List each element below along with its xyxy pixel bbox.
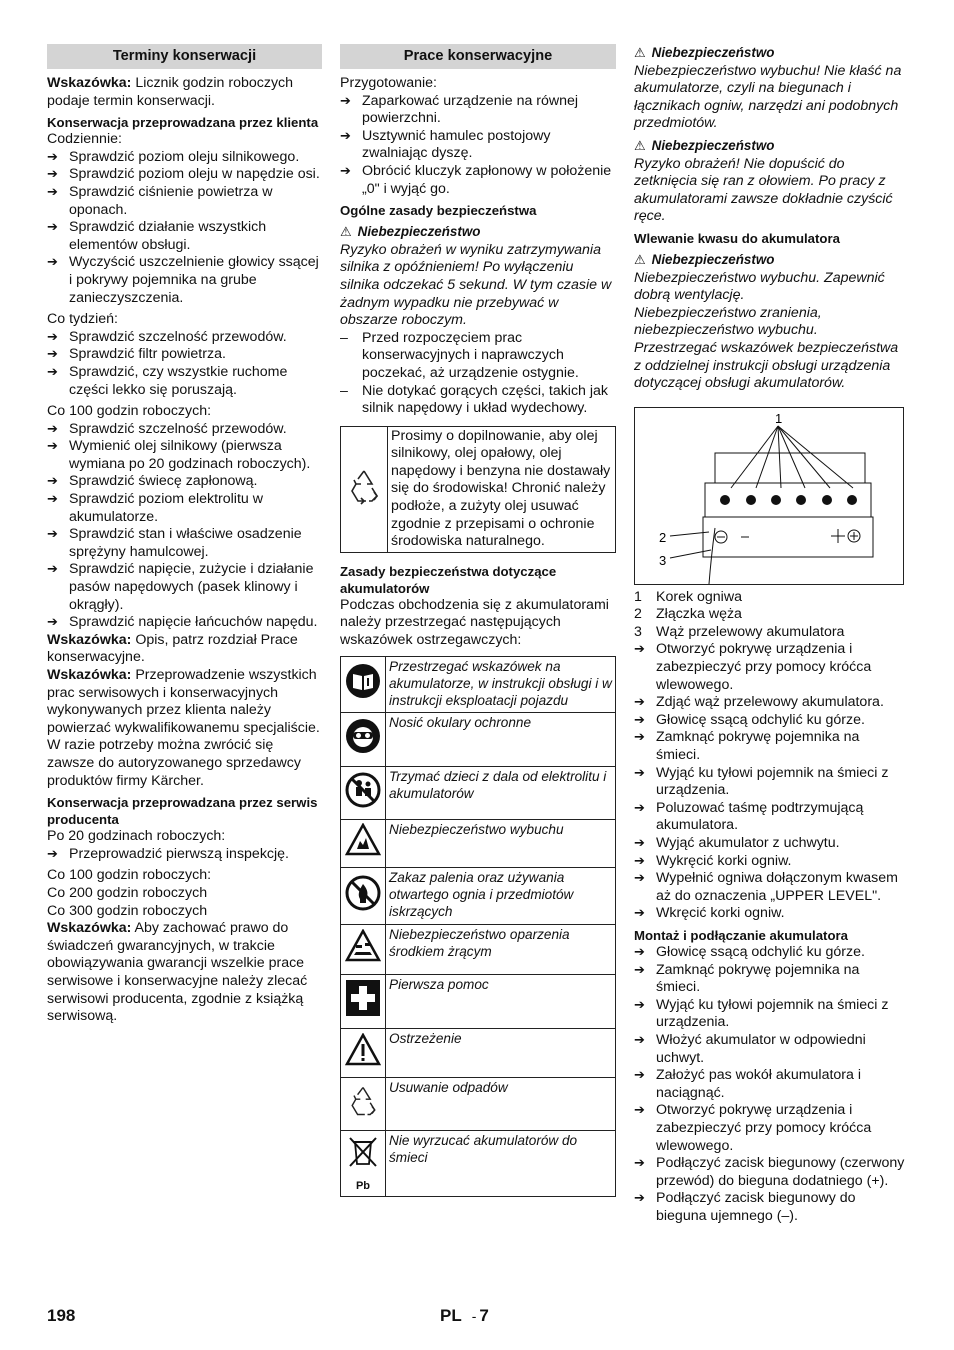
list-item: ➔ Sprawdzić ciśnienie powietrza w oponach. <box>47 184 322 219</box>
symbol-text-children: Trzymać dzieci z dala od elektrolitu i akumulatorów <box>386 766 616 819</box>
danger-heading-1: ⚠ Niebezpieczeństwo <box>634 45 775 61</box>
battery-symbols-table <box>340 656 616 1197</box>
list-item: ➔ Sprawdzić działanie wszystkich elementów obsługi. <box>47 219 322 254</box>
danger-heading-3: ⚠ Niebezpieczeństwo <box>634 251 775 268</box>
list-item: ➔ Sprawdzić szczelność przewodów. <box>47 329 322 347</box>
list-item: – Przed rozpoczęciem prac konserwacyjnych i naprawczych poczekać, aż urządzenie ostygnie. <box>340 330 616 383</box>
list-item: ➔ Otworzyć pokrywę urządzenia i zabezpieczyć przy pomocy króćca wlewowego. <box>634 641 906 694</box>
list-item: ➔ Usztywnić hamulec postojowy zwalniając dyszę. <box>340 128 616 163</box>
list-item: ➔ Sprawdzić stan i właściwe osadzenie sprężyny hamulcowej. <box>47 526 322 561</box>
section-header-maintenance-schedule: Terminy konserwacji <box>47 44 322 69</box>
general-safety-heading: Ogólne zasady bezpieczeństwa <box>340 203 537 219</box>
manual-icon <box>341 656 386 712</box>
acid-filling-list <box>634 641 906 923</box>
service-300h-label: Co 300 godzin roboczych <box>47 902 208 919</box>
weekly-label: Co tydzień: <box>47 311 118 328</box>
danger-heading-2: ⚠ Niebezpieczeństwo <box>634 137 775 154</box>
list-item: ➔ Wyczyścić uszczelnienie głowicy ssącej i pokrywy pojemnika na grube zanieczyszczenia. <box>47 254 322 307</box>
list-item: ➔ Wypełnić ogniwa dołączonym kwasem aż do oznaczenia „UPPER LEVEL". <box>634 870 906 905</box>
acid-filling-heading: Wlewanie kwasu do akumulatora <box>634 230 840 246</box>
after-20h-list <box>47 846 322 864</box>
no-bin-icon <box>341 1130 386 1196</box>
list-item: ➔ Sprawdzić, czy wszystkie ruchome części lekko się poruszają. <box>47 364 322 399</box>
service-maintenance-heading: Konserwacja przeprowadzana przez serwis producenta <box>47 795 318 828</box>
page-language-marker: PL - 7 <box>440 1306 489 1325</box>
dash-list <box>340 330 616 418</box>
list-item: ➔ Sprawdzić świecę zapłonową. <box>47 473 322 491</box>
diagram-legend <box>634 589 906 642</box>
recycling-icon <box>341 426 388 552</box>
warning-triangle-icon: ⚠ <box>634 46 646 61</box>
weekly-list <box>47 329 322 399</box>
legend-item: 2 Złączka węża <box>634 606 742 623</box>
list-item: ➔ Zaparkować urządzenie na równej powierzchni. <box>340 93 616 128</box>
warning-icon <box>341 1028 386 1077</box>
list-item: ➔ Założyć pas wokół akumulatora i naciągnąć. <box>634 1067 906 1102</box>
symbol-text-explosion: Niebezpieczeństwo wybuchu <box>386 819 616 867</box>
warning-triangle-icon: ⚠ <box>634 138 646 154</box>
symbol-text-warning: Ostrzeżenie <box>386 1028 616 1077</box>
symbol-text-manual: Przestrzegać wskazówek na akumulatorze, w instrukcji obsługi i w instrukcji eksploatacji pojazdu <box>386 656 616 712</box>
pb-label: Pb <box>355 1179 371 1192</box>
after-20h-label: Po 20 godzinach roboczych: <box>47 828 226 845</box>
section-header-maintenance-work: Prace konserwacyjne <box>340 44 616 69</box>
service-200h-label: Co 200 godzin roboczych <box>47 884 208 901</box>
mounting-heading: Montaż i podłączanie akumulatora <box>634 927 848 943</box>
list-item: ➔ Podłączyć zacisk biegunowy (czerwony przewód) do bieguna dodatniego (+). <box>634 1155 906 1190</box>
diagram-label-3: 3 <box>659 552 667 568</box>
preparation-list <box>340 93 616 199</box>
list-item: ➔ Sprawdzić filtr powietrza. <box>47 346 322 364</box>
service-100h-label: Co 100 godzin roboczych: <box>47 867 212 884</box>
list-item: ➔ Sprawdzić poziom elektrolitu w akumulatorze. <box>47 491 322 526</box>
every-100h-list <box>47 421 322 632</box>
list-item: ➔ Sprawdzić napięcie łańcuchów napędu. <box>47 614 322 632</box>
list-item: ➔ Sprawdzić szczelność przewodów. <box>47 421 322 439</box>
danger-text-2: Ryzyko obrażeń! Nie dopuścić do zetknięcia się ran z ołowiem. Po pracy z akumulatorami zawsze dokładnie czyścić ręce. <box>634 155 893 225</box>
list-item: ➔ Głowicę ssącą odchylić ku górze. <box>634 712 906 730</box>
symbol-text-no-fire: Zakaz palenia oraz używania otwartego ognia i przedmiotów iskrzących <box>386 867 616 924</box>
list-item: ➔ Wyjąć ku tyłowi pojemnik na śmieci z urządzenia. <box>634 765 906 800</box>
list-item: ➔ Otworzyć pokrywę urządzenia i zabezpieczyć przy pomocy króćca wlewowego. <box>634 1102 906 1155</box>
every-100h-label: Co 100 godzin roboczych: <box>47 403 212 420</box>
no-children-icon <box>341 766 386 819</box>
list-item: ➔ Głowicę ssącą odchylić ku górze. <box>634 944 906 962</box>
diagram-label-1: 1 <box>775 410 783 426</box>
corrosive-icon <box>341 924 386 974</box>
column-maintenance-work <box>340 44 616 1197</box>
customer-maintenance-heading: Konserwacja przeprowadzana przez klienta <box>47 115 319 131</box>
environment-text: Prosimy o dopilnowanie, aby olej silnikowy, olej opałowy, olej napędowy i benzyna nie dostawały się do środowiska! Chronić należy podłoże, a zużyty olej usuwać zgodnie z przepisami o ochronie środowiska naturalnego. <box>388 426 616 552</box>
list-item: ➔ Przeprowadzić pierwszą inspekcję. <box>47 846 322 864</box>
diagram-label-2: 2 <box>659 529 667 545</box>
daily-label: Codziennie: <box>47 131 122 148</box>
battery-safety-heading: Zasady bezpieczeństwa dotyczące akumulatorów <box>340 563 557 596</box>
symbol-text-first-aid: Pierwsza pomoc <box>386 974 616 1028</box>
environment-table <box>340 426 616 553</box>
list-item: ➔ Wyjąć akumulator z uchwytu. <box>634 835 906 853</box>
list-item: ➔ Poluzować taśmę podtrzymującą akumulatora. <box>634 800 906 835</box>
no-fire-icon <box>341 867 386 924</box>
explosion-icon <box>341 819 386 867</box>
page-number: 198 <box>47 1306 76 1325</box>
recycling-icon <box>341 1077 386 1130</box>
list-item: ➔ Wymienić olej silnikowy (pierwsza wymiana po 20 godzinach roboczych). <box>47 438 322 473</box>
list-item: ➔ Wyjąć ku tyłowi pojemnik na śmieci z urządzenia. <box>634 997 906 1032</box>
danger-text-3: Niebezpieczeństwo wybuchu. Zapewnić dobrą wentylację. Niebezpieczeństwo zranienia, niebezpieczeństwo wybuchu. Przestrzegać wskazówek bezpieczeństwa z oddzielnej instrukcji obsługi urządzenia dotyczącej obsługi akumulatorów. <box>634 269 899 392</box>
daily-list <box>47 149 322 307</box>
list-item: ➔ Zamknąć pokrywę pojemnika na śmieci. <box>634 729 906 764</box>
list-item: ➔ Podłączyć zacisk biegunowy do bieguna ujemnego (–). <box>634 1190 906 1225</box>
symbol-text-no-bin: Nie wyrzucać akumulatorów do śmieci <box>386 1130 616 1196</box>
list-item: ➔ Włożyć akumulator w odpowiedni uchwyt. <box>634 1032 906 1067</box>
battery-diagram <box>634 407 904 585</box>
battery-intro: Podczas obchodzenia się z akumulatorami należy przestrzegać następujących wskazówek ostrzegawczych: <box>340 596 609 649</box>
first-aid-icon <box>341 974 386 1028</box>
list-item: ➔ Wkręcić korki ogniw. <box>634 905 906 923</box>
column-battery <box>634 44 906 1225</box>
list-item: ➔ Zdjąć wąż przelewowy akumulatora. <box>634 694 906 712</box>
legend-item: 1 Korek ogniwa <box>634 588 742 605</box>
note-hour-counter: Wskazówka: Licznik godzin roboczych podaje termin konserwacji. <box>47 75 294 109</box>
list-item: ➔ Obrócić kluczyk zapłonowy w położenie „0" i wyjąć go. <box>340 163 616 198</box>
list-item: ➔ Sprawdzić poziom oleju silnikowego. <box>47 149 322 167</box>
symbol-text-corrosive: Niebezpieczeństwo oparzenia środkiem żrącym <box>386 924 616 974</box>
preparation-label: Przygotowanie: <box>340 75 437 91</box>
symbol-text-goggles: Nosić okulary ochronne <box>386 712 616 766</box>
list-item: ➔ Zamknąć pokrywę pojemnika na śmieci. <box>634 962 906 997</box>
warning-triangle-icon: ⚠ <box>340 225 352 241</box>
note-description: Wskazówka: Opis, patrz rozdział Prace konserwacyjne. <box>47 631 298 666</box>
danger-text-1: Niebezpieczeństwo wybuchu! Nie kłaść na akumulatorze, czyli na biegunach i łącznikach ogniw, narzędzi ani podobnych przedmiotów. <box>634 62 902 132</box>
list-item: ➔ Wykręcić korki ogniw. <box>634 853 906 871</box>
symbol-text-recycling: Usuwanie odpadów <box>386 1077 616 1130</box>
legend-item: 3 Wąż przelewowy akumulatora <box>634 623 845 640</box>
danger-heading: ⚠ Niebezpieczeństwo <box>340 224 481 241</box>
note-warranty: Wskazówka: Aby zachować prawo do świadczeń gwarancyjnych, w trakcie obowiązywania gwarancji wszelkie prace serwisowe i konserwacyjne należy zlecać serwisowi producenta, zgodnie z książką serwisową. <box>47 920 308 1025</box>
list-item: ➔ Sprawdzić poziom oleju w napędzie osi. <box>47 166 322 184</box>
goggles-icon <box>341 712 386 766</box>
list-item: ➔ Sprawdzić napięcie, zużycie i działanie pasów napędowych (pasek klinowy i okrągły). <box>47 561 322 614</box>
column-maintenance-schedule <box>47 44 322 1026</box>
note-specialist: Wskazówka: Przeprowadzenie wszystkich prac serwisowych i konserwacyjnych wykonywanych przez klienta należy powierzać wykwalifikowanemu specjaliście. W razie potrzeby można zwrócić się zawsze do autoryzowanego sprzedawcy produktów firmy Kärcher. <box>47 667 320 789</box>
mounting-list <box>634 944 906 1226</box>
warning-triangle-icon: ⚠ <box>634 252 646 268</box>
danger-text: Ryzyko obrażeń w wyniku zatrzymywania silnika z opóźnieniem! Po wyłączeniu silnika odczekać 5 sekund. W tym czasie w żadnym wypadku nie przebywać w obszarze roboczym. <box>340 241 612 329</box>
list-item: – Nie dotykać gorących części, takich jak silnik napędowy i układ wydechowy. <box>340 383 616 418</box>
